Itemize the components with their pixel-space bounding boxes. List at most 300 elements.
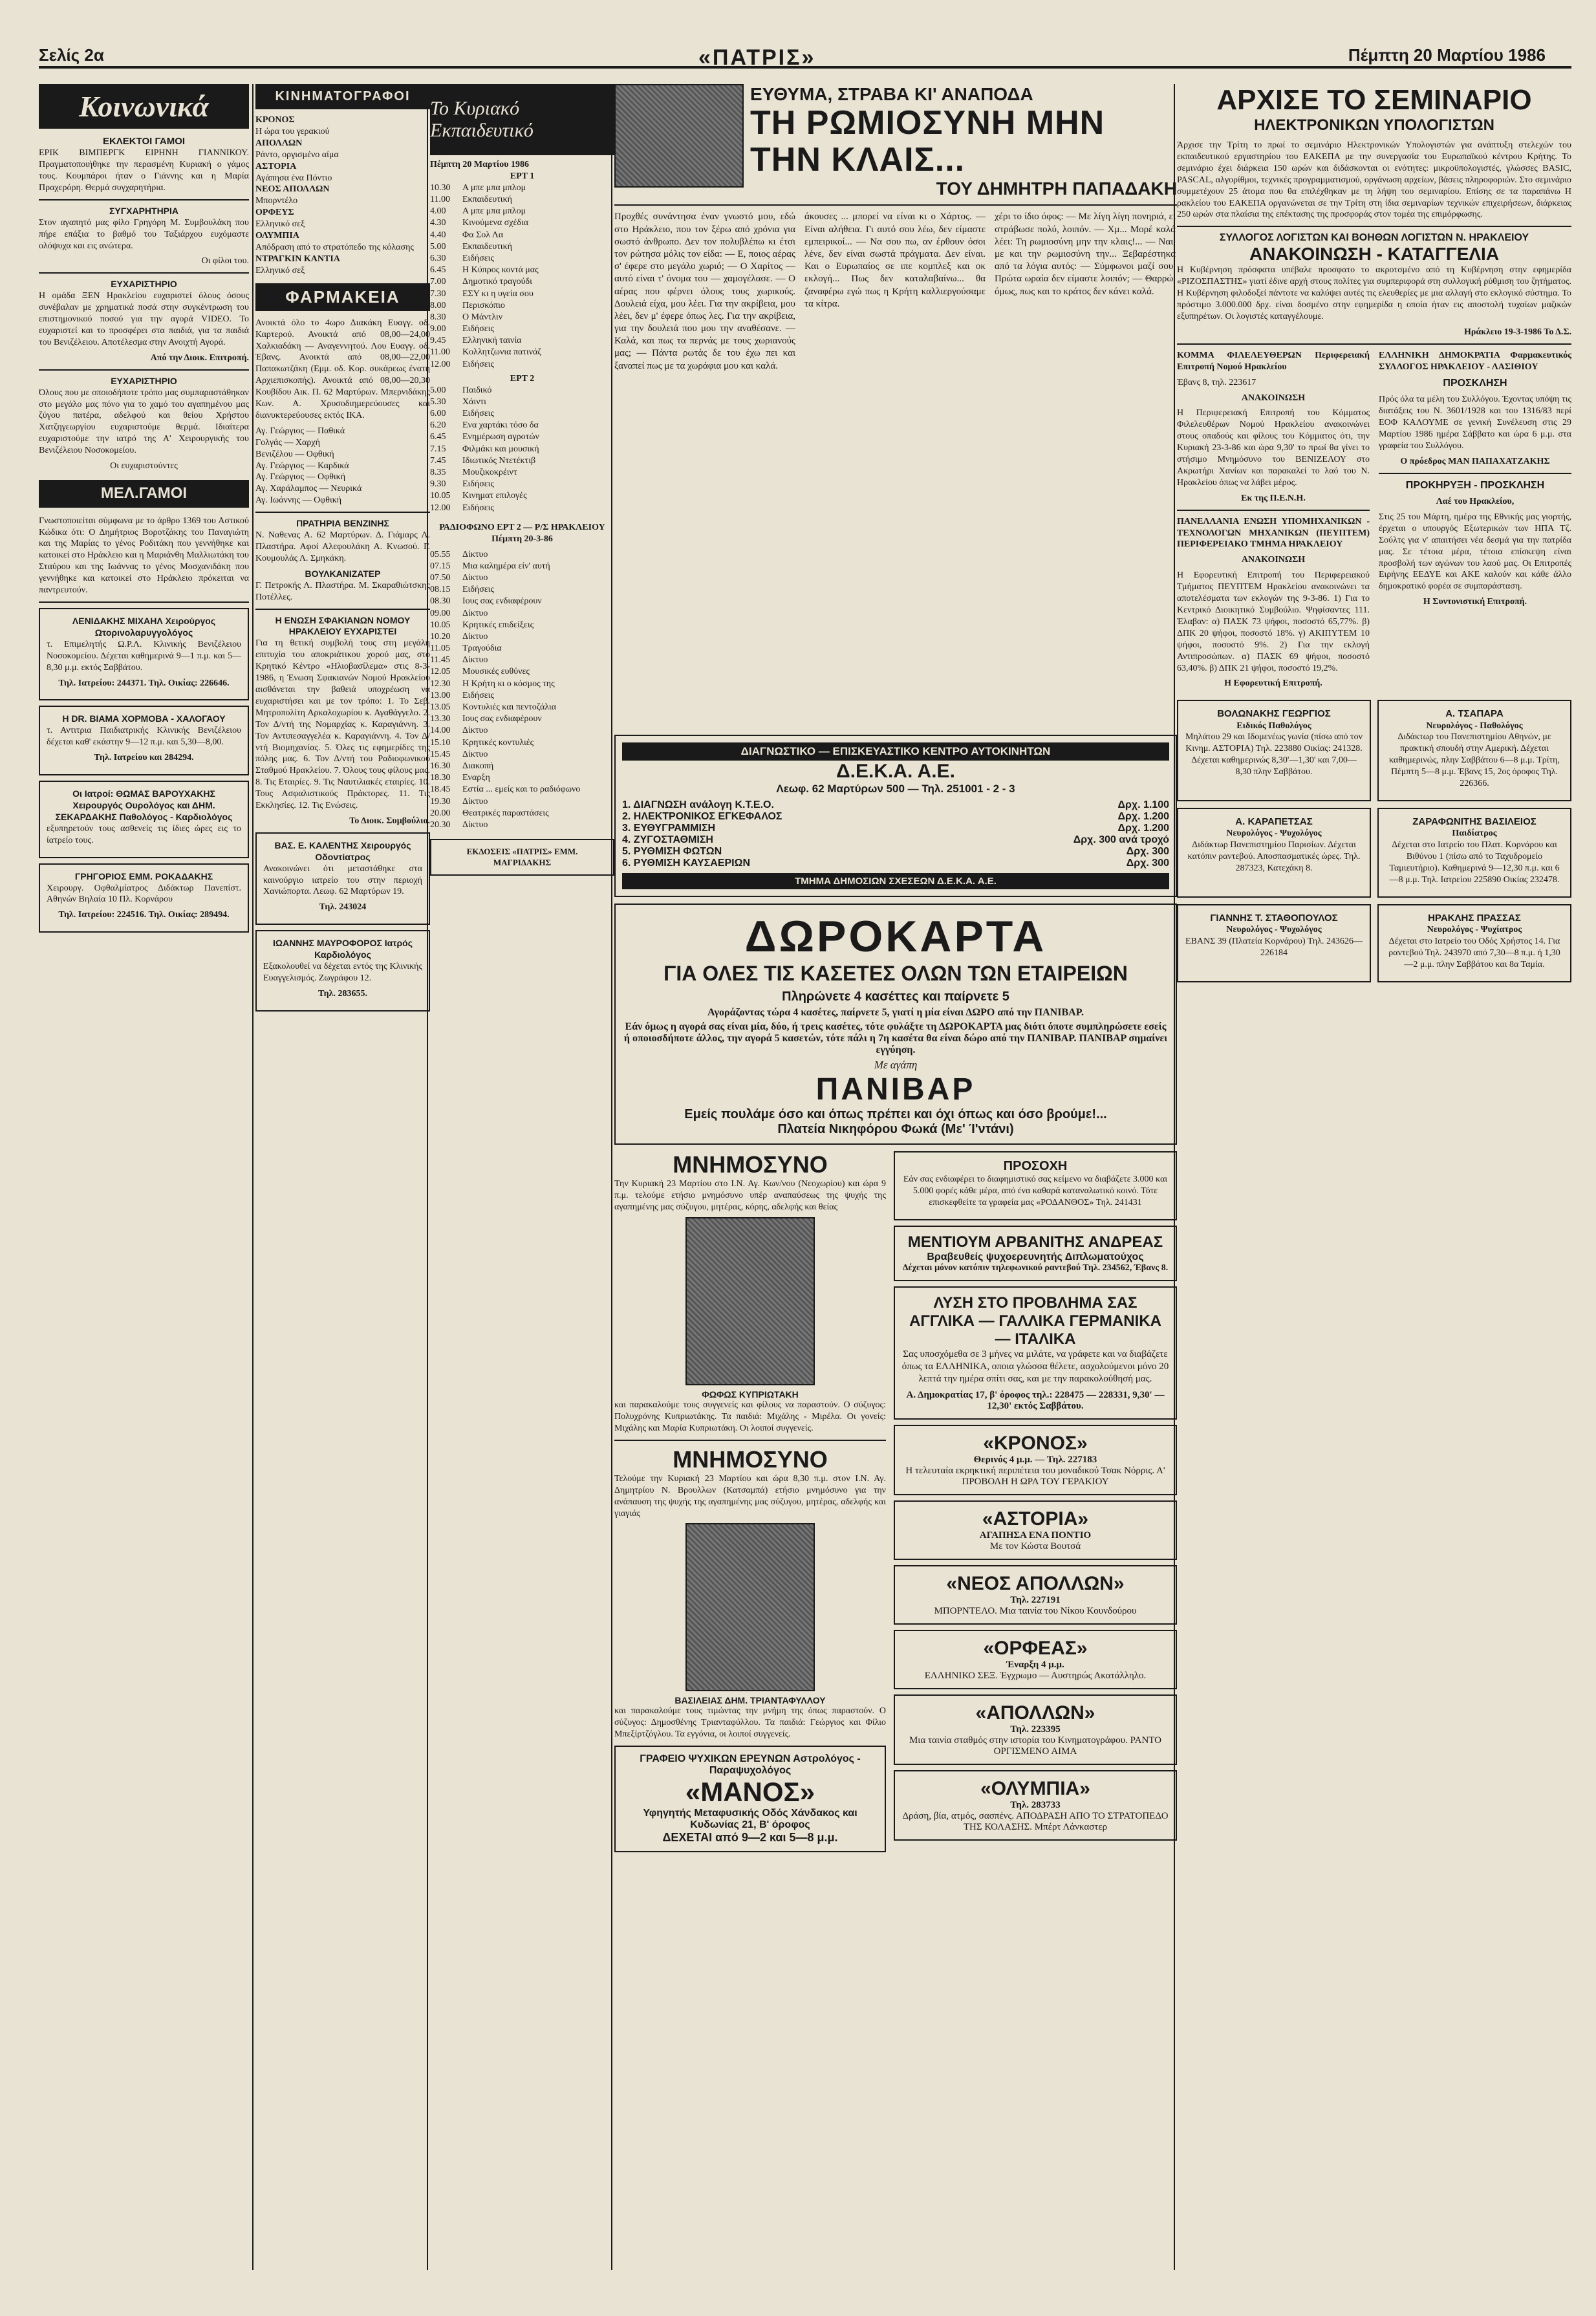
cinema-info: Τηλ. 223395 <box>1010 1724 1061 1735</box>
schedule-time: 13.00 <box>430 690 451 700</box>
cinema-film: Δράση, βία, ατμός, σασπένς. ΑΠΟΔΡΑΣΗ ΑΠΟ ΤΟ ΣΤΡΑΤΟΠΕΔΟ ΤΗΣ ΚΟΛΑΣΗΣ. Μπέρτ Λάνκαστερ <box>902 1810 1169 1832</box>
schedule-row <box>430 408 614 420</box>
schedule-row <box>430 385 614 396</box>
schedule-program: Ελληνική ταινία <box>462 336 522 346</box>
schedule-time: 9.00 <box>430 324 446 334</box>
publisher-ad: ΕΚΔΟΣΕΙΣ «ΠΑΤΡΙΣ» ΕΜΜ. ΜΑΓΡΙΔΑΚΗΣ <box>430 839 614 876</box>
right-column: ΑΡΧΙΣΕ ΤΟ ΣΕΜΙΝΑΡΙΟ ΗΛΕΚΤΡΟΝΙΚΩΝ ΥΠΟΛΟΓΙΣΤΩΝ Άρχισε την Τρίτη το πρωί το σεμινάριο Ηλεκτρονικών Υπολογιστών για ανάπτυξη στελεχών του εκπαιδευτικού εργαστηρίου του ΕΑΚΕΠΑ με την συνεργασία του Ευρωπαϊκού κέντρου Κρήτης. Το σεμινάριο έχει διάρκεια 150 ωρών και διδάσκονται οι ενότητες: μικροϋπολογιστές, γλώσσες BASIC, PASCAL, αλγορίθμοι, τεχνικές προγραμματισμού, οργάνωση αρχείων, βάσεις πληροφοριών. Στο σεμινάριο συμμετέχουν 25 άτομα που θα επιλέχθηκαν με τη λήψη του σεμιναρίου. Επίσης σε τα παραπάνω Η ρακλείου του ΕΑΚΕΠΑ οργανώνεται σε την Τρίτη στη ίδια σεμιναρίων τεχνικών επιχειρήσεων, διάρκειας 250 ωρών στα πλαίσια της επέκτασης της προσφοράς στον τομέα της επιμόρφωσης. ΣΥΛΛΟΓΟΣ ΛΟΓΙΣΤΩΝ ΚΑΙ ΒΟΗΘΩΝ ΛΟΓΙΣΤΩΝ Ν. ΗΡΑΚΛΕΙΟΥ ΑΝΑΚΟΙΝΩΣΗ - ΚΑΤΑΓΓΕΛΙΑ Η Κυβέρνηση πρόσφατα υπέβαλε προσφατο το ακροτσμένο από τη Κυβέρνηση στην εφημερίδα «ΡΙΖΟΣΠΑΣΤΗΣ» γιατί έδινε αρχή στους πολίτες για συμπεριφορά στη συλλογική ρύθμιση του ζητήματος. Η Κυβέρνηση φιλοδοξεί πάντοτε να καλύψει αυτές τις ελευθερίες με μια αλλαγή στο εκλογικό σύστημα. Το πρόστιμο 3.000.000 δρχ. είναι δοσμένο στην εφημερίδα η οποία ήταν εις αποστολή τυχαίων μαζικών εξυπηρέτων. Οι λογιστές καταγγέλουμε. Ηράκλειο 19-3-1986 Το Δ.Σ. ΚΟΜΜΑ ΦΙΛΕΛΕΥΘΕΡΩΝ Περιφερειακή Επιτροπή Νομού Ηρακλείου Έβανς 8, τηλ. 223617 ΑΝΑΚΟΙΝΩΣΗ Η Περιφερειακή Επιτροπή του Κόμματος Φιλελευθέρων Νομού Ηρακλείου ανακοινώνει στους οπαδούς και φίλους του Κόμματος ότι, την Κυριακή 23-3-86 και ώρα 9,30' το πρωί θα γίνει το στήσιμο Μνημόσυνο του ΒΕΝΙΖΕΛΟΥ στο Ακρωτήρι Χανίων και παρακαλεί το λαό του Ν. Ηρακλείου όπως να λάβει μέρος. Εκ της Π.Ε.Ν.Η. ΠΑΝΕΛΛΑΝΙΑ ΕΝΩΣΗ ΥΠΟΜΗΧΑΝΙΚΩΝ - ΤΕΧΝΟΛΟΓΩΝ ΜΗΧΑΝΙΚΩΝ (ΠΕΥΠΤΕΜ) ΠΕΡΙΦΕΡΕΙΑΚΟ ΤΜΗΜΑ ΗΡΑΚΛΕΙΟΥ ΑΝΑΚΟΙΝΩΣΗ Η Εφορευτική Επιτροπή του Περιφερειακού Τμήματος ΠΕΥΠΤΕΜ Ηρακλείου ανακοινώνει τα αποτελέσματα των εκλογών της 9-3-86. 1) Για το Κεντρικό Διοικητικό Συμβούλιο. Ψηφίσαντες 111. Έλαβαν: α) ΠΑΣΚ 73 ψήφοι, ποσοστό 65,77%. β) ΔΠΚ 20 ψήφοι, ποσοστό 18%. γ) ΑΚΙΠΥΤΕΜ 10 ψήφοι, ποσοστό 9%. 2) Για την εκλογή Αντιπροσώπων. α) ΠΑΣΚ 69 ψήφοι, ποσοστό 63,40%. β) ΔΠΚ 21 ψήφοι, ποσοστό 19,2%. Η Εφορευτική Επιτροπή. ΕΛΛΗΝΙΚΗ ΔΗΜΟΚΡΑΤΙΑ Φαρμακευτικός ΣΥΛΛΟΓΟΣ ΗΡΑΚΛΕΙΟΥ - ΛΑΣΙΘΙΟΥ ΠΡΟΣΚΛΗΣΗ Πρός όλα τα μέλη του Συλλόγου. Έχοντας υπόψη τις διατάξεις του Ν. 3601/1928 και του 1316/83 περί ΕΟΦ ΚΑΛΟΥΜΕ σε γενική Συνέλευση στις 29 Μαρτίου 1986 ημέρα Σάββατο και ώρα 6 μ.μ. στα γραφεία του Συλλόγου. Ο πρόεδρος ΜΑΝ ΠΑΠΑΧΑΤΖΑΚΗΣ ΠΡΟΚΗΡΥΞΗ - ΠΡΟΣΚΛΗΣΗ Λαέ του Ηρακλείου, Στις 25 του Μάρτη, ημέρα της Εθνικής μας γιορτής, έρχεται ο υπουργός Εξωτερικών των ΗΠΑ Τζ. Σούλτς για ν' απαιτήσει νέα δεσμά για την πατρίδα μας. Σε τέτοια μέρα, τέτοια επίσκεψη είναι προσβολή των αγώνων του λαού μας. Οι Επιτροπές Ειρήνης ΕΕΔΥΕ και ΑΚΕ καλούν και κάθε άλλο δημοκρατικό φορέα σε συμπαράσταση. Η Συντονιστική Επιτροπή. ΒΟΛΩΝΑΚΗΣ ΓΕΩΡΓΙΟΣ Ειδικός Παθολόγος Μηλάτου 29 και Ιδομενέως γωνία (πίσω από τον Κινημ. ΑΣΤΟΡΙΑ) Τηλ. 223880 Οικίας: 241328. Δέχεται καθημερινώς 8,30'—1,30' και 7,00—8,30 πλην Σαββάτου. Α. ΤΣΑΠΑΡΑ Νευρολόγος - Παθολόγος Διδάκτωρ του Πανεπιστημίου Αθηνών, με πρακτική σπουδή στην Αμερική. Δέχεται καθημερινώς, πλην Σαββάτου 6—8 μ.μ. Τρίτη, Πέμπτη 5—8 μ.μ. Έβανς 15, 2ος όροφος Τηλ. 226366. Α. ΚΑΡΑΠΕΤΣΑΣ Νευρολόγος - Ψυχολόγος Διδάκτωρ Πανεπιστημίου Παρισίων. Δέχεται κατόπιν ραντεβού. Αποσπασματικές ώρες. Τηλ. 287323, Κατεχάκη 8. ΖΑΡΑΦΩΝΙΤΗΣ ΒΑΣΙΛΕΙΟΣ Παιδίατρος Δέχεται στο Ιατρείο του Πλατ. Κορνάρου και Βιθύνου 1 (πίσω από το Ταχυδρομείο Ταμιευτήριο). Καθημερινά 9—12,30 π.μ. και 6—8 μ.μ. Τηλ. Ιατρείου 225890 Οικίας 232478. ΓΙΑΝΝΗΣ Τ. ΣΤΑΘΟΠΟΥΛΟΣ Νευρολόγος - Ψυχολόγος ΕΒΑΝΣ 39 (Πλατεία Κορνάρου) Τηλ. 243626—226184 ΗΡΑΚΛΗΣ ΠΡΑΣΣΑΣ Νευρολόγος - Ψυχίατρος Δέχεται στο Ιατρείο του Οδός Χρήστος 14. Για ραντεβού Τηλ. 243970 από 7,30—8 π.μ. ή 1,30—2 μ.μ. πλην Σαββάτου και 8α Ταμία. <box>1177 84 1571 2270</box>
cassette-ad: ΔΩΡΟΚΑΡΤΑ ΓΙΑ ΟΛΕΣ ΤΙΣ ΚΑΣΕΤΕΣ ΟΛΩΝ ΤΩΝ ΕΤΑΙΡΕΙΩΝ Πληρώνετε 4 κασέττες και παίρνετε 5 Αγοράζοντας τώρα 4 κασέτες, παίρνετε 5, γιατί η μία είναι ΔΩΡΟ από την ΠΑΝΙΒΑΡ. Εάν όμως η αγορά σας είναι μία, δύο, ή τρεις κασέτες, τότε φυλάξτε τη ΔΩΡΟΚΑΡΤΑ μας διότι όποτε συμπληρώσετε εσείς ή οποιοσδήποτε άλλος, την αγορά 5 κασετών, τότε πάλι η 7η κασέτα θα είναι δώρο από την ΠΑΝΙΒΑΡ. ΠΑΝΙΒΑΡ σημαίνει εγγύηση. Με αγάπη ΠΑΝΙΒΑΡ Εμείς πουλάμε όσο και όπως πρέπει και όχι όπως και όσο βρούμε!... Πλατεία Νικηφόρου Φωκά (Με' Ί'ντάνι) <box>614 904 1177 1145</box>
doctor-name: ΒΟΛΩΝΑΚΗΣ ΓΕΩΡΓΙΟΣ <box>1217 708 1331 720</box>
section-heading: ΒΟΥΛΚΑΝΙΖΑΤΕΡ <box>305 568 381 579</box>
schedule-row <box>430 288 614 300</box>
section-heading: ΕΚΛΕΚΤΟΙ ΓΑΜΟΙ <box>102 136 186 147</box>
schedule-program: Μια καλημέρα είν' αυτή <box>462 561 550 571</box>
schedule-row <box>430 323 614 335</box>
schedule-time: 5.30 <box>430 396 446 407</box>
union-text: Η Κυβέρνηση πρόσφατα υπέβαλε προσφατο το ακροτσμένο από τη Κυβέρνηση στην εφημερίδα «ΡΙΖΟΣΠΑΣΤΗΣ» γιατί έδινε αρχή στους πολίτες για συμπεριφορά στη συλλογική ρύθμιση του ζητήματος. Η Κυβέρνηση φιλοδοξεί πάντοτε να καλύψει αυτές τις ελευθερίες με μια αλλαγή στο εκλογικό σύστημα. Το πρόστιμο 3.000.000 δρχ. είναι δοσμένο στην εφημερίδα η οποία ήταν εις αποστολή τυχαίων μαζικών εξυπηρέτων. Οι λογιστές καταγγέλουμε. <box>1177 265 1571 321</box>
schedule-time: 4.00 <box>430 206 446 217</box>
schedule-time: 8.30 <box>430 312 446 322</box>
doctor-ad <box>1377 904 1571 982</box>
schedule-time: 13.05 <box>430 702 451 713</box>
schedule-program: Α μπε μπα μπλομ <box>462 206 526 217</box>
schedule-program: Ειδήσεις <box>462 479 494 490</box>
film-title: Απόδραση από το στρατόπεδο της κόλασης <box>255 242 414 252</box>
service-price: Δρχ. 300 <box>1126 846 1169 858</box>
schedule-program: Δίκτυο <box>462 655 488 666</box>
seminar-text: Άρχισε την Τρίτη το πρωί το σεμινάριο Ηλεκτρονικών Υπολογιστών για ανάπτυξη στελεχών του εκπαιδευτικού εργαστηρίου του ΕΑΚΕΠΑ με την συνεργασία του Ευρωπαϊκού κέντρου Κρήτης. Το σεμινάριο έχει διάρκεια 150 ωρών και διδάσκονται οι ενότητες: μικροϋπολογιστές, γλώσσες BASIC, PASCAL, αλγορίθμοι, τεχνικές προγραμματισμού, οργάνωση αρχείων, βάσεις πληροφοριών. Στο σεμινάριο συμμετέχουν 25 άτομα που θα επιλέχθηκαν με τη λήψη του σεμιναρίου. Επίσης σε τα παραπάνω Η ρακλείου του ΕΑΚΕΠΑ οργανώνεται σε την Τρίτη στη ίδια σεμιναρίων τεχνικών επιχειρήσεων, διάρκειας 250 ωρών στα πλαίσια της επέκτασης της προσφοράς στον τομέα της επιμόρφωσης. <box>1177 140 1571 220</box>
schedule-time: 14.00 <box>430 726 451 736</box>
schedule-row <box>430 608 614 620</box>
schedule-program: Δημοτικό τραγούδι <box>462 277 532 287</box>
thanks-notice: Για τη θετική συμβολή τους στη μεγάλη επιτυχία του αποκριάτικου χορού μας, στο Κρητικό Κέντρο «Ηλιοβασίλεμα» στις 8-3-1986, η Ένωση Σφακιανών Νομού Ηρακλείου αισθάνεται την βαθειά υποχρέωση να ευχαριστήσει και με τον τρόπο: 1. Το Σεβ. Μητροπολίτη Αρκαλοχωρίου κ. Αγαθάγγελο. 2. Τον Δ/ντή της Νομαρχίας κ. Καραγιάννη. 3. Τον Αντιπεσαγγελέα κ. Καραγιάννη. 4. Τον Δ/ντή Βιομηχανίας. 5. Όλες τις εφημερίδες της πόλης μας. 6. Τον Δ/ντή του Ραδιοφωνικού Σταθμού Ηρακλείου. 7. Όλους τους φίλους μας. 8. Τις Εταιρίες. 9. Τις Ναυτιλιακές εταιρίες. 10. Τους Ασφαλιστικούς Πράκτορες. 11. Τις Εκκλησίες. 12. Τις Ενώσεις. <box>255 638 430 811</box>
schedule-time: 7.30 <box>430 288 446 299</box>
schedule-program: Κοντυλιές και πεντοζάλια <box>462 702 557 713</box>
doctor-ad: Η DR. ΒΙΑΜΑ ΧΟΡΜΟΒΑ - ΧΑΛΟΓΑΟΥ τ. Αντιτρια Παιδιατρικής Κλινικής Βενιζέλειου δέχεται καθ' εκάστην 9—12 π.μ. και 5,30—8,00. Τηλ. Ιατρείου και 284294. <box>39 706 249 775</box>
cinema-info: ΑΓΑΠΗΣΑ ΕΝΑ ΠΟΝΤΙΟ <box>979 1530 1092 1541</box>
schedule-program: Δίκτυο <box>462 726 488 736</box>
declaration-text: Στις 25 του Μάρτη, ημέρα της Εθνικής μας γιορτής, έρχεται ο υπουργός Εξωτερικών των ΗΠΑ Τζ. Σούλτς για ν' απαιτήσει νέα δεσμά για την πατρίδα μας. Σε τέτοια μέρα, τέτοια επίσκεψη είναι προσβολή των αγώνων του λαού μας. Οι Επιτροπές Ειρήνης ΕΕΔΥΕ και ΑΚΕ καλούν και κάθε άλλο δημοκρατικό φορέα σε συμπαράσταση. <box>1379 512 1571 592</box>
schedule-row <box>430 725 614 737</box>
schedule-program: Χάιντι <box>462 396 486 407</box>
schedule-row <box>430 455 614 467</box>
schedule-row <box>430 620 614 631</box>
cinema-info: Έναρξη 4 μ.μ. <box>1006 1659 1064 1670</box>
schedule-time: 10.05 <box>430 491 451 501</box>
schedule-time: 16.30 <box>430 761 451 771</box>
doctor-details: Δέχεται στο Ιατρείο του Πλατ. Κορνάρου και Βιθύνου 1 (πίσω από το Ταχυδρομείο Ταμιευτήριο). Καθημερινά 9—12,30 π.μ. και 6—8 μ.μ. Τηλ. Ιατρείου 225890 Οικίας 232478. <box>1389 840 1560 885</box>
schedule-time: 8.00 <box>430 300 446 310</box>
schedule-row <box>430 784 614 795</box>
vulcanizers: Γ. Πετροκής Λ. Πλαστήρα. Μ. Σκαραθιώτσκης Ποτέλλες. <box>255 580 430 602</box>
schedule-row <box>430 596 614 607</box>
cinema-list <box>255 114 430 277</box>
memorial-heading: ΜΝΗΜΟΣΥΝΟ <box>673 1445 828 1473</box>
schedule-row <box>430 467 614 479</box>
doctor-ads <box>1177 700 1571 982</box>
cinema-name: ΝΕΟΣ ΑΠΟΛΛΩΝ <box>255 184 330 195</box>
cinema-name: «ΑΠΟΛΛΩΝ» <box>975 1702 1095 1724</box>
portrait-photo <box>685 1523 815 1691</box>
service-name: 5. ΡΥΘΜΙΣΗ ΦΩΤΩΝ <box>622 846 722 858</box>
medium-ad: ΜΕΝΤΙΟΥΜ ΑΡΒΑΝΙΤΗΣ ΑΝΔΡΕΑΣ Βραβευθείς ψυχοερευνητής Διπλωματούχος Δέχεται μόνον κατόπιν τηλεφωνικού ραντεβού Τηλ. 234562, Έβανς 8. <box>894 1226 1177 1281</box>
article-kicker: ΕΥΘΥΜΑ, ΣΤΡΑΒΑ ΚΙ' ΑΝΑΠΟΔΑ <box>750 84 1033 104</box>
schedule-program: ΕΣΥ κι η υγεία σου <box>462 288 534 299</box>
schedule-program: Κρητικές κοντυλιές <box>462 737 534 748</box>
schedule-program: Δίκτυο <box>462 749 488 759</box>
schedule-row <box>430 796 614 808</box>
article-byline: ΤΟΥ ΔΗΜΗΤΡΗ ΠΑΠΑΔΑΚΗ <box>936 179 1177 199</box>
schedule-time: 12.00 <box>430 503 451 513</box>
schedule-time: 7.45 <box>430 455 446 466</box>
schedule-row <box>430 631 614 643</box>
schedule-program: Ειδήσεις <box>462 690 494 700</box>
doctor-ad: ΓΡΗΓΟΡΙΟΣ ΕΜΜ. ΡΟΚΑΔΑΚΗΣ Χειρουργ. Οφθαλμίατρος Διδάκτωρ Πανεπίστ. Αθηνών Βηλαία 10 Πλ. Κορνάρου Τηλ. Ιατρείου: 224516. Τηλ. Οικίας: 289494. <box>39 863 249 933</box>
schedule-row <box>430 808 614 819</box>
schedule-program: Εκπαιδευτική <box>462 195 512 204</box>
service-name: 6. ΡΥΘΜΙΣΗ ΚΑΥΣΑΕΡΙΩΝ <box>622 858 750 869</box>
service-row <box>622 846 1169 858</box>
schedule-row <box>430 503 614 514</box>
schedule-time: 12.00 <box>430 359 451 369</box>
schedule-time: 6.00 <box>430 409 446 419</box>
schedule-time: 09.00 <box>430 608 451 618</box>
schedule-row <box>430 194 614 206</box>
schedule-program: Η Κύπρος κοντά μας <box>462 265 539 276</box>
schedule-time: 11.00 <box>430 347 450 358</box>
schedule-program: Φα Σολ Λα <box>462 230 504 240</box>
schedule-program: Μουσικές ευθύνες <box>462 667 530 677</box>
schedule-program: Διακοπή <box>462 761 494 771</box>
schedule-program: Δίκτυο <box>462 796 488 806</box>
doctor-ad <box>1177 808 1371 898</box>
radio-schedule <box>430 549 614 832</box>
schedule-program: Α μπε μπα μπλομ <box>462 182 526 193</box>
film-title: Μπορντέλο <box>255 196 298 206</box>
schedule-program: Θεατρικές παραστάσεις <box>462 808 549 818</box>
cinema-film: ΜΠΟΡΝΤΕΛΟ. Μια ταινία του Νίκου Κουνδούρου <box>934 1605 1137 1616</box>
schedule-program: Δίκτυο <box>462 572 488 583</box>
signature: Οι φίλοι του. <box>201 256 249 266</box>
channel-name: ΕΡΤ 2 <box>510 373 535 384</box>
union-name: ΣΥΛΛΟΓΟΣ ΛΟΓΙΣΤΩΝ ΚΑΙ ΒΟΗΘΩΝ ΛΟΓΙΣΤΩΝ Ν. ΗΡΑΚΛΕΙΟΥ <box>1219 232 1529 244</box>
schedule-program: Δίκτυο <box>462 608 488 618</box>
column-title: Κοινωνικά <box>39 84 249 129</box>
schedule-time: 05.55 <box>430 549 451 559</box>
schedule-time: 5.00 <box>430 241 446 252</box>
doctor-ad <box>1177 904 1371 982</box>
doctor-name: Α. ΚΑΡΑΠΕΤΣΑΣ <box>1235 816 1313 827</box>
schedule-row <box>430 265 614 276</box>
schedule-time: 10.30 <box>430 182 451 193</box>
party-text: Η Περιφερειακή Επιτροπή του Κόμματος Φιλελευθέρων Νομού Ηρακλείου ανακοινώνει στους οπαδούς και φίλους του Κόμματος ότι, την Κυριακή 23-3-86 και ώρα 9,30' το πρωί θα γίνει το στήσιμο Μνημόσυνο του ΒΕΝΙΖΕΛΟΥ στο Ακρωτήρι Χανίων και παρακαλεί το λαό του Ν. Ηρακλείου όπως να λάβει μέρος. <box>1177 408 1370 488</box>
union-name: ΠΑΝΕΛΛΑΝΙΑ ΕΝΩΣΗ ΥΠΟΜΗΧΑΝΙΚΩΝ - ΤΕΧΝΟΛΟΓΩΝ ΜΗΧΑΝΙΚΩΝ (ΠΕΥΠΤΕΜ) ΠΕΡΙΦΕΡΕΙΑΚΟ ΤΜΗΜΑ ΗΡΑΚΛΕΙΟΥ <box>1177 516 1370 550</box>
schedule-row <box>430 678 614 690</box>
schedule-row <box>430 761 614 772</box>
schedule-program: Ενα χαρτάκι τόσο δα <box>462 420 539 431</box>
cinema-ad <box>894 1770 1177 1841</box>
cinema-name: «ΟΛΥΜΠΙΑ» <box>980 1777 1090 1799</box>
newspaper-name: «ΠΑΤΡΙΣ» <box>698 45 816 70</box>
schedule-row <box>430 396 614 408</box>
cinema-film: Μια ταινία σταθμός στην ιστορία του Κινηματογράφου. ΡΑΝΤΟ ΟΡΓΙΣΜΕΝΟ ΑΙΜΑ <box>909 1735 1162 1757</box>
service-name: 1. ΔΙΑΓΝΩΣΗ ανάλογη Κ.Τ.Ε.Ο. <box>622 799 774 811</box>
tv-schedule <box>430 385 614 514</box>
schedule-time: 6.45 <box>430 265 446 276</box>
schedule-time: 18.30 <box>430 773 451 783</box>
signature: Το Διοικ. Συμβούλιο. <box>349 816 430 826</box>
section-heading: ΣΥΓΧΑΡΗΤΗΡΙΑ <box>109 205 179 216</box>
schedule-program: Κινηματ επιλογές <box>462 491 527 501</box>
signature: Ηράκλειο 19-3-1986 Το Δ.Σ. <box>1464 327 1571 337</box>
service-price: Δρχ. 300 <box>1126 858 1169 869</box>
schedule-time: 4.30 <box>430 218 446 228</box>
service-row <box>622 858 1169 869</box>
schedule-program: Τραγούδια <box>462 644 502 654</box>
seminar-headline: ΑΡΧΙΣΕ ΤΟ ΣΕΜΙΝΑΡΙΟ <box>1216 84 1532 116</box>
signature: Από την Διοικ. Επιτροπή. <box>150 352 249 363</box>
channel-name: ΕΡΤ 1 <box>510 171 535 181</box>
doctor-specialty: Παιδίατρος <box>1452 828 1497 839</box>
schedule-time: 10.20 <box>430 631 451 642</box>
doctor-name: Α. ΤΣΑΠΑΡΑ <box>1445 708 1504 720</box>
cinema-film: Με τον Κώστα Βουτσά <box>989 1541 1081 1552</box>
schedule-row <box>430 420 614 431</box>
section-heading: ΕΥΧΑΡΙΣΤΗΡΙΟ <box>111 375 177 386</box>
schedule-time: 07.15 <box>430 561 451 571</box>
schedule-row <box>430 666 614 678</box>
notice-ad: ΠΡΟΣΟΧΗ Εάν σας ενδιαφέρει το διαφημιστικό σας κείμενο να διαβάζετε 3.000 και 5.000 φορές κάθε μέρα, από ένα καθαρά καταναλωτικό κοινό. Τότε επισκεφθείτε τα γραφεία μας «ΡΟΔΑΝΘΟΣ» Τηλ. 241431 <box>894 1151 1177 1220</box>
memorial-text: Τελούμε την Κυριακή 23 Μαρτίου και ώρα 8,30 π.μ. στον Ι.Ν. Αγ. Δημητρίου Ν. Βρουλλων (Κατσαμπά) ετήσιο μνημόσυνο για την ανάπαυση της ψυχής της αγαπημένης μας σύζυγου, μητέρας, αδελφής και γιαγιάς <box>614 1473 886 1519</box>
signature: Οι ευχαριστούντες <box>110 461 178 471</box>
doctor-specialty: Ειδικός Παθολόγος <box>1236 720 1311 731</box>
page-number: Σελίς 2α <box>39 45 104 65</box>
cinema-name: «ΚΡΟΝΟΣ» <box>983 1432 1088 1454</box>
schedule-time: 8.35 <box>430 468 446 478</box>
schedule-row <box>430 300 614 312</box>
memorial-heading: ΜΝΗΜΟΣΥΝΟ <box>673 1151 828 1178</box>
service-price: Δρχ. 300 ανά τροχό <box>1073 834 1169 846</box>
cinema-info: Τηλ. 227191 <box>1010 1594 1061 1605</box>
schedule-time: 07.50 <box>430 572 451 583</box>
schedule-time: 15.10 <box>430 737 451 748</box>
service-price: Δρχ. 1.200 <box>1117 823 1169 834</box>
schedule-program: Εστία ... εμείς και το ραδιόφωνο <box>462 785 581 795</box>
cinema-info: Τηλ. 283733 <box>1010 1799 1061 1810</box>
schedule-time: 5.00 <box>430 385 446 395</box>
memorial-text: και παρακαλούμε τους συγγενείς και φίλους να παραστούν. Ο σύζυγος: Πολυχρόνης Κυπριωτάκης. Τα παιδιά: Μιχάλης - Μιρέλα. Οι γονείς: Μιχάλης και Μαρία Κυπριωτάκη. Οι λοιποί συγγενείς. <box>614 1400 886 1433</box>
cinema-name: «ΟΡΦΕΑΣ» <box>983 1637 1088 1659</box>
service-row <box>622 799 1169 811</box>
schedule-program: Ειδήσεις <box>462 409 494 419</box>
doctor-specialty: Νευρολόγος - Ψυχολόγος <box>1226 924 1322 935</box>
schedule-time: 13.30 <box>430 714 451 724</box>
tv-column <box>430 84 614 2270</box>
schedule-program: Ενημέρωση αγροτών <box>462 432 539 442</box>
schedule-row <box>430 230 614 241</box>
banner-logo: Το Κυριακό Εκπαιδευτικό <box>430 84 614 155</box>
auto-center-ad: ΔΙΑΓΝΩΣΤΙΚΟ — ΕΠΙΣΚΕΥΑΣΤΙΚΟ ΚΕΝΤΡΟ ΑΥΤΟΚΙΝΗΤΩΝ Δ.Ε.Κ.Α. Α.Ε. Λεωφ. 62 Μαρτύρων 500 — Τηλ. 251001 - 2 - 3 1. ΔΙΑΓΝΩΣΗ ανάλογη Κ.Τ.Ε.Ο. Δρχ. 1.100 2. ΗΛΕΚΤΡΟΝΙΚΟΣ ΕΓΚΕΦΑΛΟΣ Δρχ. 1.200 3. ΕΥΘΥΓΡΑΜΜΙΣΗ Δρχ. 1.200 4. ΖΥΓΟΣΤΑΘΜΙΣΗ Δρχ. 300 ανά τροχό 5. ΡΥΘΜΙΣΗ ΦΩΤΩΝ Δρχ. 300 6. ΡΥΘΜΙΣΗ ΚΑΥΣΑΕΡΙΩΝ Δρχ. 300 ΤΜΗΜΑ ΔΗΜΟΣΙΩΝ ΣΧΕΣΕΩΝ Δ.Ε.Κ.Α. Α.Ε. <box>614 735 1177 897</box>
schedule-program: Ο Μάντλιν <box>462 312 503 322</box>
doctor-ad <box>1377 700 1571 801</box>
schedule-time: 9.30 <box>430 479 446 490</box>
schedule-time: 7.00 <box>430 277 446 287</box>
astrologer-ad: ΓΡΑΦΕΙΟ ΨΥΧΙΚΩΝ ΕΡΕΥΝΩΝ Αστρολόγος - Παραψυχολόγος «ΜΑΝΟΣ» Υφηγητής Μεταφυσικής Οδός Χάνδακος και Κυδωνίας 21, Β' όροφος ΔΕΧΕΤΑΙ από 9—2 και 5—8 μ.μ. <box>614 1746 886 1852</box>
schedule-program: Εναρξη <box>462 773 490 783</box>
page-header <box>39 43 1571 69</box>
memorial-name: ΒΑΣΙΛΕΙΑΣ ΔΗΜ. ΤΡΙΑΝΤΑΦΥΛΛΟΥ <box>674 1695 826 1706</box>
thanks-text: Όλους που με οποιοδήποτε τρόπο μας συμπαραστάθηκαν στο μεγάλο μας πόνο για το χαμό του αγαπημένου μας ζύγου πατέρα, αδελφού και θείου Χρήστου Χατζηγεωργίου ευχαριστούμε θερμά. Ιδιαίτερα ευχαριστούμε την ιατρό της Α' Χειρουργικής του Βενιζέλειου Νοσοκομείου. <box>39 387 249 456</box>
schedule-program: Δίκτυο <box>462 549 488 559</box>
schedule-time: 18.45 <box>430 785 451 795</box>
cinema-name: ΚΡΟΝΟΣ <box>255 115 295 125</box>
pharmacy-item: Αγ. Γεώργιος — Καρδικά <box>255 460 349 471</box>
schedule-program: Κρητικές επιδείξεις <box>462 620 534 630</box>
schedule-program: Φιλμάκι και μουσική <box>462 444 539 454</box>
schedule-program: Κινούμενα σχέδια <box>462 218 529 228</box>
schedule-row <box>430 690 614 702</box>
section-heading: ΕΥΧΑΡΙΣΤΗΡΙΟ <box>111 279 177 290</box>
wedding-notice: ΕΡΙΚ ΒΙΜΠΕΡΓΚ ΕΙΡΗΝΗ ΓΙΑΝΝΙΚΟΥ. Πραγματοποιήθηκε την περασμένη Κυριακή ο γάμος τους. Κουμπάροι ήταν ο Γιάννης και η Μαρία Πραχερόρη. Θερμά συγχαρητήρια. <box>39 148 249 193</box>
tv-date: Πέμπτη 20 Μαρτίου 1986 <box>430 160 529 169</box>
schedule-row <box>430 276 614 288</box>
service-price: Δρχ. 1.100 <box>1117 799 1169 811</box>
article-column: χέρι το ίδιο όφος: — Με λίγη λίγη πονηριά, ει στράβωσε πολύ, λοιπόν. — Χμ... Μορέ καλά λέει: Τη ρωμιοσύνη μην την κλαις!... — Ναι, με και την ρωμιοσύνη την... Ξεβαρέστηκα από τα λόγια αυτός: — Σύμφωνοι μαζί σου. Πρώτα ωραία δεν είμαστε λοιπόν; — Θαρρώ, όμως, πως και το κράτος δεν κάνει καλά. <box>995 211 1176 297</box>
section-banner: ΦΑΡΜΑΚΕΙΑ <box>255 283 430 311</box>
section-heading: Η ΕΝΩΣΗ ΣΦΑΚΙΑΝΩΝ ΝΟΜΟΥ ΗΡΑΚΛΕΙΟΥ ΕΥΧΑΡΙΣΤΕΙ <box>275 614 411 637</box>
service-name: 4. ΖΥΓΟΣΤΑΘΜΙΣΗ <box>622 834 713 846</box>
doctor-specialty: Νευρολόγος - Ψυχίατρος <box>1427 924 1522 935</box>
schedule-time: 9.45 <box>430 336 446 346</box>
pharmacy-item: Αγ. Γεώργιος — Παθικά <box>255 426 345 436</box>
schedule-program: Ειδήσεις <box>462 359 494 369</box>
schedule-time: 10.05 <box>430 620 451 630</box>
cinema-film: ΕΛΛΗΝΙΚΟ ΣΕΞ. Έγχρωμο — Αυστηρώς Ακατάλληλο. <box>924 1670 1147 1681</box>
schedule-row <box>430 206 614 217</box>
article-column: Προχθές συνάντησα έναν γνωστό μου, εδώ στο Ηράκλειο, που τον ξέρω από χρόνια για σωστό άνθρωπο. Δεν τον πολυβλέπω κι έτσι τον ρώτησα μόλις τον είδα: — Ε, ποιος αέρας σ' έφερε στο μεγάλο χωριό; — Ο Χαρίτος — αυτό είναι τ' όνομα του — χαμογέλασε. — Ο αέρας που φέρνει όλους τους χωρικούς. Δουλειά είχα, μου λέει. Για την ακρίβεια, μου λέει, δεν μ' έφερε όπως λες. Για την ακρίβεια, για την δουλειά που μου την αναθέσανε. — Καλά, και πως τα περνάς με τους χωριανούς μας; — Πάντα ρωτάς δε του έχω πει και ξαναπεί πως με τα χωράφια μου και καλά. <box>614 211 795 371</box>
cinema-ad <box>894 1425 1177 1495</box>
schedule-row <box>430 431 614 443</box>
schedule-time: 11.05 <box>430 644 450 654</box>
film-title: Η ώρα του γερακιού <box>255 126 330 136</box>
seminar-subhead: ΗΛΕΚΤΡΟΝΙΚΩΝ ΥΠΟΛΟΓΙΣΤΩΝ <box>1254 116 1494 134</box>
pharmacy-item: Αγ. Χαράλαμπος — Νευρικά <box>255 484 362 494</box>
schedule-row <box>430 217 614 229</box>
cinema-ad <box>894 1630 1177 1689</box>
film-title: Ελληνικό σεξ <box>255 265 305 276</box>
marriage-notice: Γνωστοποιείται σύμφωνα με το άρθρο 1369 του Αστικού Κώδικα ότι: Ο Δημήτριος Βοροτζάκης του Παναγιώτη και της Μαρίας το γένος Ροδιτάκη που γεννήθηκε και κατοικεί στο Ηράκλειο και η Μαριάνθη Μαλλιωτάκη του Σταύρου και της Ιωάννας το γένος Μοσχανιδάκη που γεννήθηκε και κατοικεί στο Ηράκλειο πρόκειται να παντρευτούν. <box>39 515 249 596</box>
listings-column <box>255 84 430 2270</box>
schedule-row <box>430 549 614 561</box>
schedule-time: 12.30 <box>430 678 451 689</box>
schedule-time: 6.20 <box>430 420 446 431</box>
doctor-name: ΖΑΡΑΦΩΝΙΤΗΣ ΒΑΣΙΛΕΙΟΣ <box>1412 816 1537 827</box>
service-row <box>622 823 1169 834</box>
schedule-row <box>430 335 614 347</box>
doctor-details: Διδάκτωρ του Πανεπιστημίου Αθηνών, με πρακτική σπουδή στην Αμερική. Δέχεται καθημερινώς, πλην Σαββάτου 6—8 μ.μ. Τρίτη, Πέμπτη 5—8 μ.μ. Έβανς 15, 2ος όροφος Τηλ. 226366. <box>1388 732 1560 789</box>
cinema-info: Θερινός 4 μ.μ. — Τηλ. 227183 <box>973 1454 1097 1465</box>
schedule-program: Παιδικό <box>462 385 492 395</box>
doctor-name: ΓΙΑΝΝΗΣ Τ. ΣΤΑΘΟΠΟΥΛΟΣ <box>1210 912 1338 924</box>
schedule-row <box>430 444 614 455</box>
pharm-assoc-name: ΕΛΛΗΝΙΚΗ ΔΗΜΟΚΡΑΤΙΑ Φαρμακευτικός ΣΥΛΛΟΓΟΣ ΗΡΑΚΛΕΙΟΥ - ΛΑΣΙΘΙΟΥ <box>1379 350 1571 372</box>
service-row <box>622 811 1169 823</box>
schedule-time: 15.45 <box>430 749 451 759</box>
cinema-name: «ΝΕΟΣ ΑΠΟΛΛΩΝ» <box>946 1572 1125 1594</box>
doctor-details: ΕΒΑΝΣ 39 (Πλατεία Κορνάρου) Τηλ. 243626—226184 <box>1185 936 1363 958</box>
section-heading: ΠΡΑΤΗΡΙΑ ΒΕΝΖΙΝΗΣ <box>296 518 389 529</box>
film-title: Αγάπησα ένα Πόντιο <box>255 173 332 183</box>
doctor-specialty: Νευρολόγος - Παθολόγος <box>1426 720 1523 731</box>
pharmacy-list <box>255 426 430 506</box>
schedule-row <box>430 749 614 761</box>
pharmacy-text: Ανοικτά όλο το 4ωρο Διακάκη Ευαγγ. οδ. Καρτερού. Ανοικτά από 08,00—24,00 Χαλκιαδάκη — Αναγεννητού. Λου Ευαγγ. οδ. Έβανς. Ανοικτά από 08,00—22,00 Παπακωτζάκη (Εμμ. οδ. Κορ. συκάρεως ένατη Αρχιεπισκοπής). Ανοικτά από 08,00—20,30 Κουβίδου Αικ. Π. 62 Μαρτύρων. Μπερνιδάκης Κων. Α. Χρυσοδιημερεύουσες και διανυκτερεύουσες εκτός ΙΚΑ. <box>255 318 430 420</box>
doctor-ad <box>1377 808 1571 898</box>
tv-schedule <box>430 182 614 371</box>
schedule-program: Μουζικοκρέιντ <box>462 468 517 478</box>
schedule-row <box>430 490 614 502</box>
schedule-program: Ιους σας ενδιαφέρουν <box>462 596 542 607</box>
article-column: άκουσες ... μπορεί να είναι κι ο Χάρτος. — Είναι αλήθεια. Γι αυτό σου λέω, δεν είμαστε εμπειρικοί... — Να σου πω, αν έρθουν όσοι λένε, δεν είναι σωστά πράγματα. Δεν είναι. Και ο Ευρωπαίος σε ιπε κομπλεξ και οκ εκλογή... Πως δεν καταλαβαίνω... θα ζαναφέρω εγώ πως η Κρήτη καλλιεργούσαμε τα κίτρα. <box>804 211 986 309</box>
schedule-program: Δίκτυο <box>462 631 488 642</box>
schedule-row <box>430 359 614 371</box>
tv-cartoon-image <box>614 84 744 188</box>
schedule-program: Ειδήσεις <box>462 503 494 513</box>
schedule-time: 6.30 <box>430 253 446 263</box>
main-column <box>614 84 1177 2270</box>
pharmacy-item: Αγ. Γεώργιος — Οφθική <box>255 472 346 482</box>
schedule-program: Ιους σας ενδιαφέρουν <box>462 714 542 724</box>
cinema-name: ΑΣΤΟΡΙΑ <box>255 161 297 171</box>
schedule-row <box>430 737 614 749</box>
schedule-row <box>430 572 614 584</box>
memorial-text: Την Κυριακή 23 Μαρτίου στο Ι.Ν. Αγ. Κων/νου (Νεοχωρίου) και ώρα 9 π.μ. τελούμε ετήσιο μνημόσυνο υπέρ αναπαύσεως της ψυχής της αγαπημένης μας σύζυγου, μητέρας, κόρης, αδελφής και θείας <box>614 1179 886 1213</box>
schedule-program: Ειδήσεις <box>462 585 494 595</box>
party-name: ΚΟΜΜΑ ΦΙΛΕΛΕΥΘΕΡΩΝ Περιφερειακή Επιτροπή Νομού Ηρακλείου <box>1177 350 1370 372</box>
election-text: Η Εφορευτική Επιτροπή του Περιφερειακού Τμήματος ΠΕΥΠΤΕΜ Ηρακλείου ανακοινώνει τα αποτελέσματα των εκλογών της 9-3-86. 1) Για το Κεντρικό Διοικητικό Συμβούλιο. Ψηφίσαντες 111. Έλαβαν: α) ΠΑΣΚ 73 ψήφοι, ποσοστό 65,77%. β) ΔΠΚ 20 ψήφοι, ποσοστό 18%. γ) ΑΚΙΠΥΤΕΜ 10 ψήφοι, ποσοστό 9%. 2) Για την εκλογή Αντιπροσώπων. α) ΠΑΣΚ 69 ψήφοι, ποσοστό 63,40%. β) ΔΠΚ 21 ψήφοι, ποσοστό 19,2%. <box>1177 570 1370 673</box>
language-ad: ΛΥΣΗ ΣΤΟ ΠΡΟΒΛΗΜΑ ΣΑΣ ΑΓΓΛΙΚΑ — ΓΑΛΛΙΚΑ ΓΕΡΜΑΝΙΚΑ — ΙΤΑΛΙΚΑ Σας υποσχόμεθα σε 3 μήνες να μιλάτε, να γράφετε και να διαβάζετε όπως τα ΕΛΛΗΝΙΚΑ, οποια γλώσσα θέλετε, ασχολούμενοι μόνο 20 λεπτά την ημέρα σπίτι σας, και με την παρακολούθησή μας. Α. Δημοκρατίας 17, β' όροφος τηλ.: 228475 — 228331, 9,30' — 12,30' εκτός Σαββάτου. <box>894 1286 1177 1420</box>
cinema-film: Η τελευταία εκρηκτική περιπέτεια του μοναδικού Τσακ Νόρρις. Α' ΠΡΟΒΟΛΗ Η ΩΡΑ ΤΟΥ ΓΕΡΑΚΙΟΥ <box>905 1465 1165 1487</box>
cinema-name: ΟΛΥΜΠΙΑ <box>255 231 299 241</box>
schedule-program: Η Κρήτη κι ο κόσμος της <box>462 678 555 689</box>
schedule-program: Κολλητζωνια πατινάζ <box>462 347 542 358</box>
schedule-program: Δίκτυο <box>462 819 488 830</box>
schedule-time: 08.30 <box>430 596 451 607</box>
issue-date: Πέμπτη 20 Μαρτίου 1986 <box>1348 45 1546 65</box>
social-column <box>39 84 249 2270</box>
schedule-row <box>430 182 614 194</box>
doctor-details: Διδάκτωρ Πανεπιστημίου Παρισίων. Δέχεται κατόπιν ραντεβού. Αποσπασματικές ώρες. Τηλ. 287323, Κατεχάκη 8. <box>1187 840 1361 873</box>
cinema-name: ΝΤΡΑΓΚΙΝ ΚΑΝΤΙΑ <box>255 254 340 264</box>
schedule-program: Ιδιωτικός Ντετέκτιβ <box>462 455 536 466</box>
gas-stations: Ν. Ναθενας Α. 62 Μαρτύρων. Δ. Γιάμαρς Λ. Πλαστήρα. Αφοί Αλεφουλάκη Α. Κνωσού. Γ. Κουμουλάς Λ. Σμηκάκη. <box>255 530 430 563</box>
schedule-time: 6.45 <box>430 432 446 442</box>
service-name: 2. ΗΛΕΚΤΡΟΝΙΚΟΣ ΕΓΚΕΦΑΛΟΣ <box>622 811 782 823</box>
doctor-ad: ΒΑΣ. Ε. ΚΑΛΕΝΤΗΣ Χειρουργός Οδοντίατρος Ανακοινώνει ότι μεταστάθηκε στα καινούργιο ιατρείο του στην περιοχή Χανιώπορτα. Λεωφ. 62 Μαρτύρων 19. Τηλ. 243024 <box>255 832 430 925</box>
radio-title: ΡΑΔΙΟΦΩΝΟ ΕΡΤ 2 — Ρ/Σ ΗΡΑΚΛΕΙΟΥ Πέμπτη 20-3-86 <box>439 522 605 544</box>
union-heading: ΑΝΑΚΟΙΝΩΣΗ - ΚΑΤΑΓΓΕΛΙΑ <box>1249 244 1500 265</box>
thanks-text: Η ομάδα ΞΕΝ Ηρακλείου ευχαριστεί όλους όσους συνέβαλαν με χρηματικά ποσά στην συγκέντρωση του επιστημονικού ποσού για την αγορά VIDEO. Το ευχαριστεί και το προσφέρει στα παιδιά, για τα παιδιά του Βενιζέλειου. Αποτέλεσμα στην Ανοιχτή Αγορά. <box>39 291 249 347</box>
doctor-specialty: Νευρολόγος - Ψυχολόγος <box>1226 828 1322 839</box>
schedule-time: 11.00 <box>430 195 450 204</box>
schedule-time: 19.30 <box>430 796 451 806</box>
schedule-program: Εκπαιδευτική <box>462 241 512 252</box>
section-banner: ΚΙΝΗΜΑΤΟΓΡΑΦΟΙ <box>255 84 430 109</box>
schedule-time: 4.40 <box>430 230 446 240</box>
doctor-details: Δέχεται στο Ιατρείο του Οδός Χρήστος 14. Για ραντεβού Τηλ. 243970 από 7,30—8 π.μ. ή 1,30—2 μ.μ. πλην Σαββάτου και 8α Ταμία. <box>1388 936 1560 969</box>
article-headline: ΤΗ ΡΩΜΙΟΣΥΝΗ ΜΗΝ ΤΗΝ ΚΛΑΙΣ... <box>750 104 1105 179</box>
schedule-row <box>430 347 614 358</box>
service-row <box>622 834 1169 846</box>
film-title: Ράντο, οργισμένο αίμα <box>255 149 339 160</box>
schedule-time: 12.05 <box>430 667 451 677</box>
schedule-row <box>430 584 614 596</box>
cinema-ads <box>894 1425 1177 1841</box>
schedule-time: 08.15 <box>430 585 451 595</box>
service-name: 3. ΕΥΘΥΓΡΑΜΜΙΣΗ <box>622 823 716 834</box>
cinema-name: «ΑΣΤΟΡΙΑ» <box>982 1508 1089 1530</box>
doctor-ad: Οι Ιατροί: ΘΩΜΑΣ ΒΑΡΟΥΧΑΚΗΣ Χειρουργός Ουρολόγος και ΔΗΜ. ΣΕΚΑΡΔΑΚΗΣ Παθολόγος - Καρδιολόγος εξυπηρετούν τους ασθενείς τις ίδιες ώρες εις το ίατρείο τους. <box>39 781 249 858</box>
doctor-details: Μηλάτου 29 και Ιδομενέως γωνία (πίσω από τον Κινημ. ΑΣΤΟΡΙΑ) Τηλ. 223880 Οικίας: 241328. Δέχεται καθημερινώς 8,30'—1,30' και 7,00—8,30 πλην Σαββάτου. <box>1185 732 1363 777</box>
schedule-row <box>430 561 614 572</box>
schedule-time: 7.15 <box>430 444 446 454</box>
section-banner: ΜΕΛ.ΓΑΜΟΙ <box>39 480 249 508</box>
schedule-time: 11.45 <box>430 655 450 666</box>
schedule-program: Περισκόπιο <box>462 300 505 310</box>
schedule-row <box>430 312 614 323</box>
doctor-ad <box>1177 700 1371 801</box>
doctor-name: ΗΡΑΚΛΗΣ ΠΡΑΣΣΑΣ <box>1428 912 1521 924</box>
portrait-photo <box>685 1217 815 1385</box>
